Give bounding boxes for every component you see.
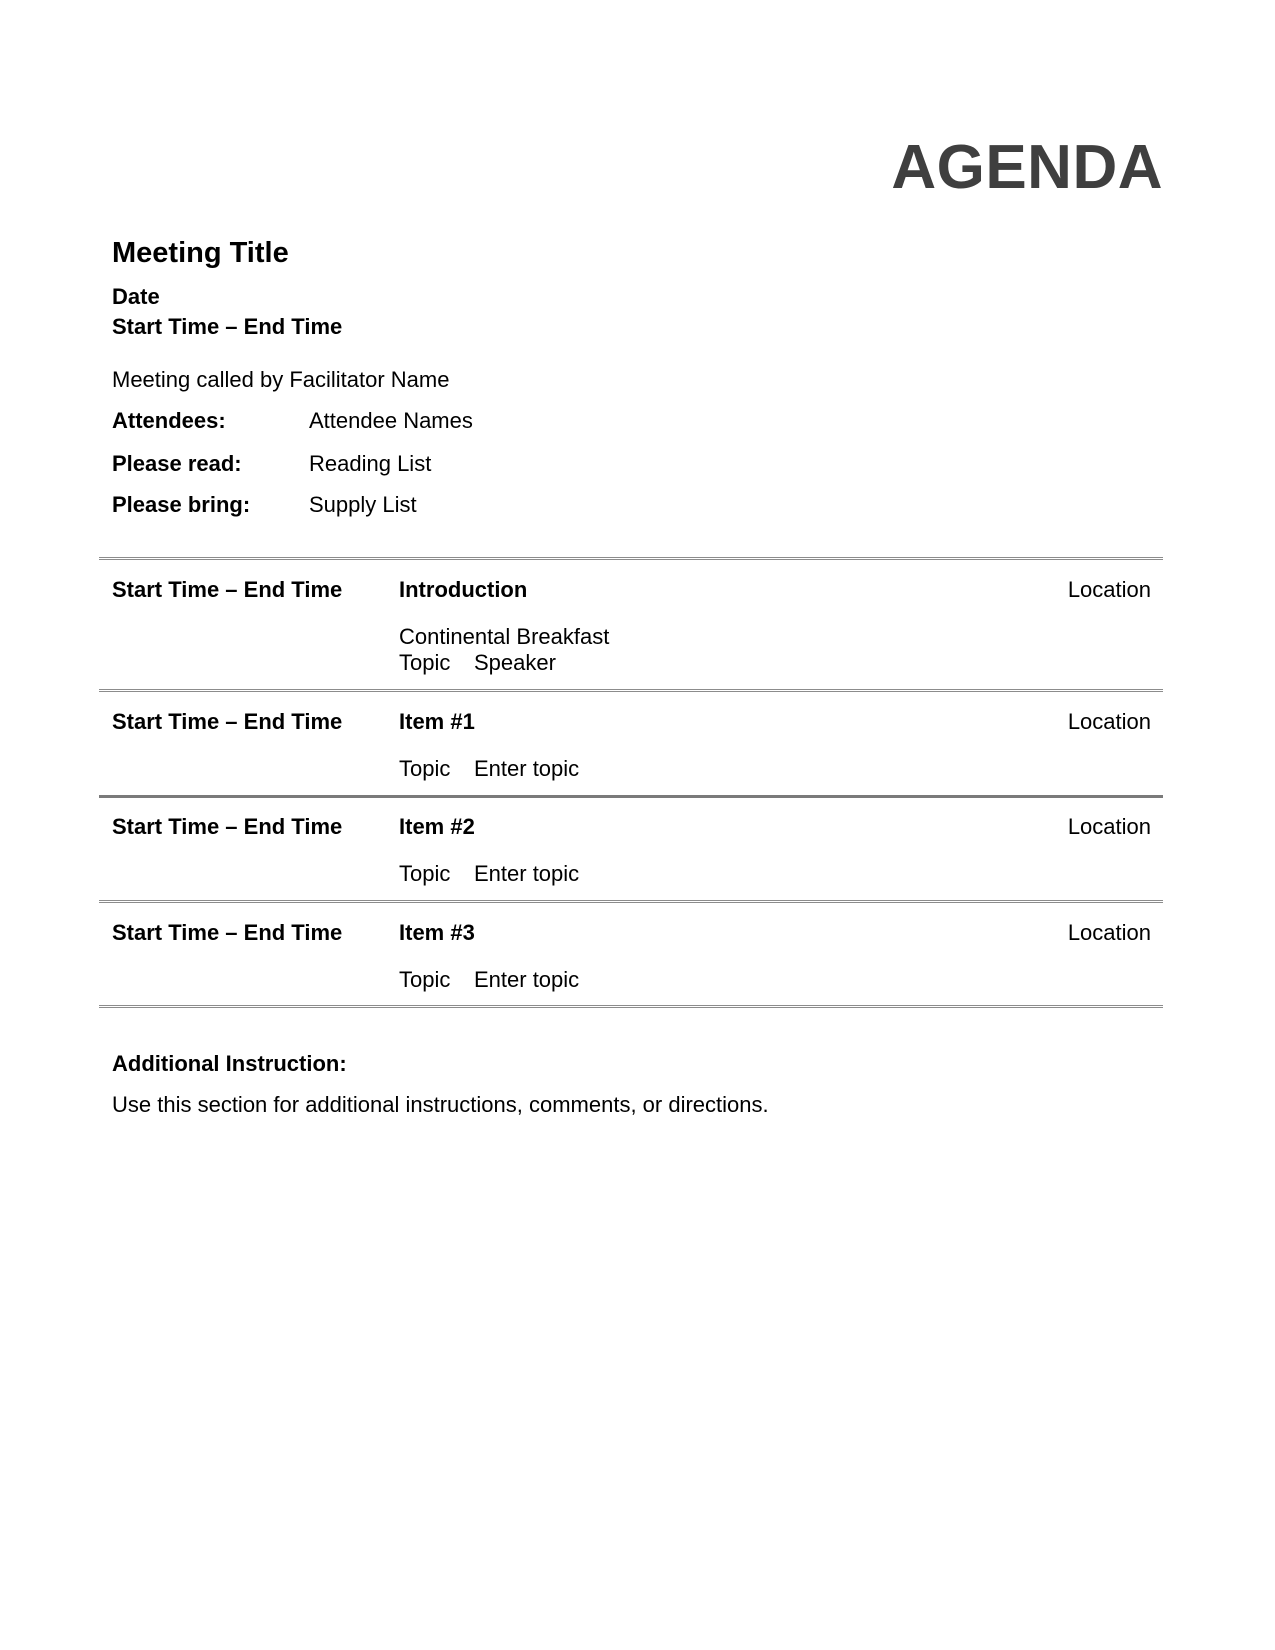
additional-instruction-text: Use this section for additional instructions, comments, or directions. xyxy=(112,1092,769,1117)
agenda-item-title: Item #1 xyxy=(399,709,475,734)
agenda-time: Start Time – End Time xyxy=(112,814,343,839)
agenda-topic xyxy=(399,756,579,782)
table-divider xyxy=(99,795,1163,798)
meeting-called-by: Meeting called by Facilitator Name xyxy=(112,367,450,392)
agenda-location: Location xyxy=(1067,814,1151,839)
agenda-topic xyxy=(399,861,579,887)
topic-value: Enter topic xyxy=(474,967,580,992)
agenda-time: Start Time – End Time xyxy=(112,709,343,734)
topic-value: Enter topic xyxy=(474,756,580,781)
additional-instruction-heading: Additional Instruction: xyxy=(112,1051,347,1076)
agenda-item-title: Item #2 xyxy=(399,814,475,839)
agenda-item-title: Item #3 xyxy=(399,920,475,945)
agenda-location: Location xyxy=(1067,577,1151,602)
info-value: Reading List xyxy=(309,451,432,476)
agenda-location: Location xyxy=(1067,709,1151,734)
table-divider xyxy=(99,900,1163,903)
document-title: AGENDA xyxy=(891,133,1163,202)
table-divider xyxy=(99,689,1163,692)
agenda-item-title: Introduction xyxy=(399,577,528,602)
table-divider xyxy=(99,557,1163,560)
agenda-subtitle: Continental Breakfast xyxy=(399,624,610,649)
topic-label: Topic xyxy=(399,756,451,781)
topic-value: Enter topic xyxy=(474,861,580,886)
topic-label: Topic xyxy=(399,861,451,886)
agenda-location: Location xyxy=(1067,920,1151,945)
meeting-title: Meeting Title xyxy=(112,237,289,269)
meeting-time: Start Time – End Time xyxy=(112,314,343,339)
info-label: Please read: xyxy=(112,451,242,476)
agenda-time: Start Time – End Time xyxy=(112,920,343,945)
topic-value: Speaker xyxy=(474,650,556,675)
agenda-topic xyxy=(399,650,556,676)
agenda-time: Start Time – End Time xyxy=(112,577,343,602)
table-divider xyxy=(99,1005,1163,1008)
info-value: Supply List xyxy=(309,492,417,517)
agenda-topic xyxy=(399,967,579,993)
info-value: Attendee Names xyxy=(309,408,473,433)
topic-label: Topic xyxy=(399,967,451,992)
meeting-date: Date xyxy=(112,284,160,309)
info-label: Please bring: xyxy=(112,492,251,517)
topic-label: Topic xyxy=(399,650,451,675)
info-label: Attendees: xyxy=(112,408,226,433)
